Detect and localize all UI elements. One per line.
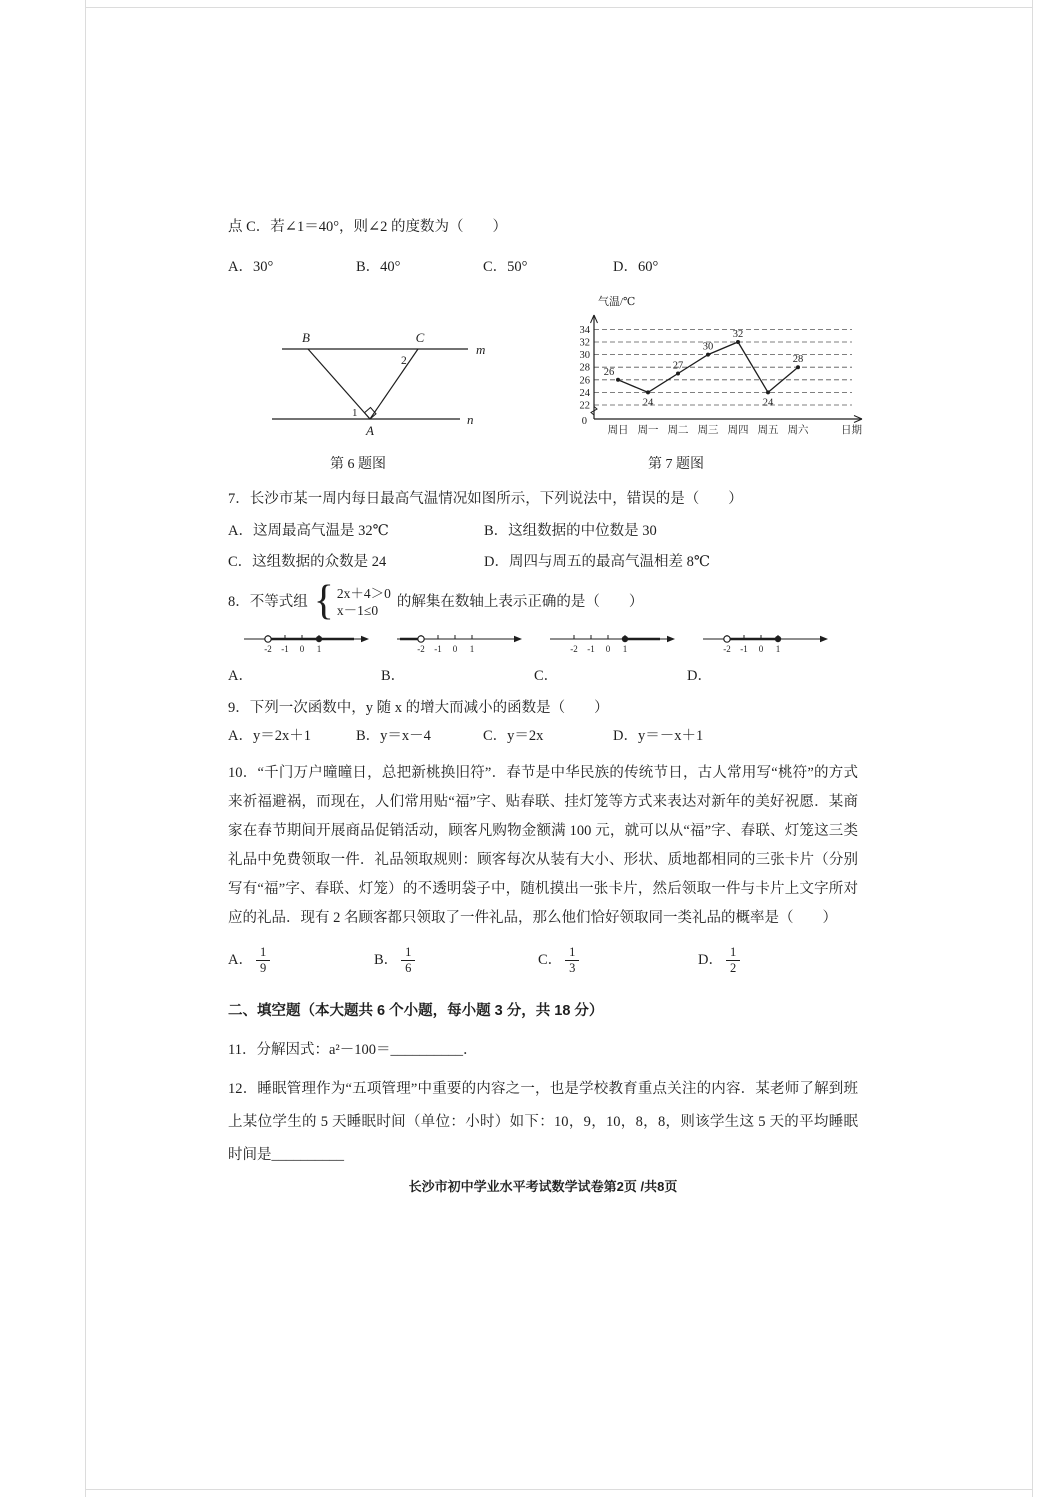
q7-option-b: B．这组数据的中位数是 30: [484, 523, 657, 539]
temperature-chart: [560, 277, 870, 452]
fraction-1-9: $\frac{1}{9}$: [256, 945, 270, 976]
q8-option-c-block: [534, 625, 687, 685]
svg-text:周六: 周六: [787, 425, 809, 436]
svg-text:0: 0: [299, 643, 305, 654]
q10-option-b: [374, 945, 538, 976]
svg-text:28: 28: [792, 354, 804, 366]
angle-label-2: 2: [401, 355, 407, 367]
fig6-caption: 第 6 题图: [330, 457, 386, 472]
svg-text:周二: 周二: [667, 425, 689, 436]
q6-option-c: C．50°: [483, 259, 528, 275]
q8-option-b-label: B．: [381, 667, 406, 684]
q10-option-c-label: C．: [538, 952, 563, 969]
fraction-1-3: $\frac{1}{3}$: [565, 945, 579, 976]
svg-text:26: 26: [603, 366, 615, 378]
svg-text:气温/℃: 气温/℃: [598, 296, 636, 308]
svg-text:1: 1: [622, 643, 628, 654]
q9-options: [228, 725, 858, 747]
system-brace: {: [313, 578, 334, 624]
numberline-figure: [381, 625, 534, 666]
fraction-1-6: $\frac{1}{6}$: [401, 945, 415, 976]
point-label-B: B: [302, 330, 310, 345]
exam-content: [228, 216, 862, 1198]
scan-border-right: [1032, 0, 1033, 1497]
svg-text:22: 22: [579, 400, 590, 412]
svg-text:24: 24: [762, 397, 774, 409]
geometry-svg: [268, 313, 500, 445]
q8-option-b-block: [381, 625, 534, 685]
q11-stem: 11．分解因式：a²－100＝__________．: [228, 1041, 478, 1058]
numberline-figure: [228, 625, 381, 666]
q10-stem: 10．“千门万户曈曈日，总把新桃换旧符”．春节是中华民族的传统节日，古人常用写“桃符”的方式来祈福避祸，而现在，人们常用贴“福”字、贴春联、挂灯笼等方式来表达对新年的美好祝愿．某商家在春节期间开展商品促销活动，顾客凡购物金额满 100 元，就可以从“福”字、春联、灯笼这三类礼品中免费领取一件．礼品领取规则：顾客每次从装有大小、形状、质地都相同的三张卡片（分别写有“福”字、春联、灯笼）的不透明袋子中，随机摸出一张卡片，然后领取一件与卡片上文字所对应的礼品．现有 2 名顾客都只领取了一件礼品，那么他们恰好领取同一类礼品的概率是（ ）: [228, 764, 858, 926]
q8-stem: [228, 578, 858, 624]
q10-options: [228, 945, 858, 976]
svg-text:-1: -1: [281, 643, 289, 654]
svg-text:-1: -1: [587, 643, 595, 654]
q7-stem: 7．长沙市某一周内每日最高气温情况如图所示，下列说法中，错误的是（ ）: [228, 491, 743, 507]
q9-option-d: D．y＝－x＋1: [613, 727, 704, 744]
q9-option-a: A．y＝2x＋1: [228, 727, 311, 744]
svg-text:1: 1: [469, 643, 475, 654]
q8-option-a-label: A．: [228, 667, 253, 684]
page-footer: 长沙市初中学业水平考试数学试卷第2页 /共8页: [408, 1178, 678, 1194]
svg-text:-1: -1: [740, 643, 748, 654]
fig7-caption: 第 7 题图: [648, 457, 704, 472]
svg-text:0: 0: [605, 643, 611, 654]
q8-prefix: 8．不等式组: [228, 593, 308, 610]
line-label-m: m: [476, 342, 486, 357]
section2-title: 二、填空题（本大题共 6 个小题，每小题 3 分，共 18 分）: [228, 1002, 604, 1019]
q10-option-a-label: A．: [228, 952, 253, 969]
svg-text:1: 1: [775, 643, 781, 654]
q8-suffix: 的解集在数轴上表示正确的是（ ）: [396, 593, 644, 610]
q6-options: [228, 256, 858, 278]
svg-text:0: 0: [581, 416, 587, 427]
svg-text:周五: 周五: [757, 425, 779, 436]
q7-option-c: C．这组数据的众数是 24: [228, 554, 387, 570]
figures-row: [228, 284, 862, 452]
q8-option-d-block: [687, 625, 840, 685]
scan-border-bottom: [85, 1489, 1032, 1490]
numberline-figure: [687, 625, 840, 666]
svg-text:周日: 周日: [607, 425, 629, 436]
q6-option-d: D．60°: [613, 259, 659, 275]
q8-option-a-block: [228, 625, 381, 685]
q8-option-c-label: C．: [534, 667, 559, 684]
q12-stem: 12．睡眠管理作为“五项管理”中重要的内容之一，也是学校教育重点关注的内容．某老师了解到班上某位学生的 5 天睡眠时间（单位：小时）如下：10，9，10，8，8，则该学生这 5 天的平均睡眠时间是__________: [228, 1080, 858, 1163]
fraction-1-2: $\frac{1}{2}$: [726, 945, 740, 976]
scan-border-left: [85, 0, 86, 1497]
svg-text:-2: -2: [417, 643, 425, 654]
q9-stem: 9．下列一次函数中，y 随 x 的增大而减小的函数是（ ）: [228, 699, 609, 716]
svg-text:24: 24: [579, 387, 590, 399]
q10-option-d: [698, 945, 858, 976]
svg-text:0: 0: [758, 643, 764, 654]
q9-option-c: C．y＝2x: [483, 727, 544, 744]
svg-text:周一: 周一: [637, 425, 659, 436]
svg-text:-2: -2: [264, 643, 272, 654]
scan-border-top: [85, 7, 1032, 8]
q6-stem-tail: 点 C．若∠1＝40°，则∠2 的度数为（ ）: [228, 219, 508, 235]
numberline-figure: [534, 625, 687, 666]
q7-option-d: D．周四与周五的最高气温相差 8℃: [484, 554, 711, 570]
inequality-1: 2x＋4＞0: [336, 585, 391, 601]
svg-text:24: 24: [642, 397, 654, 409]
inequality-system: [337, 585, 391, 619]
line-label-n: n: [467, 412, 474, 427]
svg-text:-1: -1: [434, 643, 442, 654]
q7-options: [228, 520, 858, 573]
q9-option-b: B．y＝x－4: [356, 727, 431, 744]
q8-option-d-label: D．: [687, 667, 712, 684]
q6-option-a: A．30°: [228, 259, 274, 275]
q10-option-c: [538, 945, 698, 976]
q6-option-b: B．40°: [356, 259, 401, 275]
svg-text:-2: -2: [570, 643, 578, 654]
angle-label-1: 1: [352, 407, 358, 419]
svg-text:周三: 周三: [697, 425, 719, 436]
svg-text:1: 1: [316, 643, 322, 654]
q6-geometry-figure: [268, 313, 500, 452]
svg-text:32: 32: [579, 337, 590, 349]
svg-text:0: 0: [452, 643, 458, 654]
svg-text:34: 34: [579, 324, 590, 336]
point-label-A: A: [366, 423, 374, 438]
svg-text:27: 27: [672, 360, 684, 372]
svg-text:30: 30: [702, 341, 714, 353]
svg-text:26: 26: [579, 375, 590, 387]
q8-options: [228, 625, 858, 685]
svg-text:32: 32: [732, 329, 744, 340]
svg-text:周四: 周四: [727, 425, 749, 436]
svg-text:30: 30: [579, 350, 590, 362]
svg-text:日期: 日期: [841, 425, 862, 436]
q10-option-b-label: B．: [374, 952, 399, 969]
q10-option-d-label: D．: [698, 952, 723, 969]
svg-text:-2: -2: [723, 643, 731, 654]
q10-option-a: [228, 945, 374, 976]
figure-captions: [228, 454, 858, 476]
point-label-C: C: [415, 330, 425, 345]
q7-option-a: A．这周最高气温是 32℃: [228, 523, 389, 539]
svg-text:28: 28: [579, 362, 590, 374]
inequality-2: x－1≤0: [336, 602, 379, 618]
